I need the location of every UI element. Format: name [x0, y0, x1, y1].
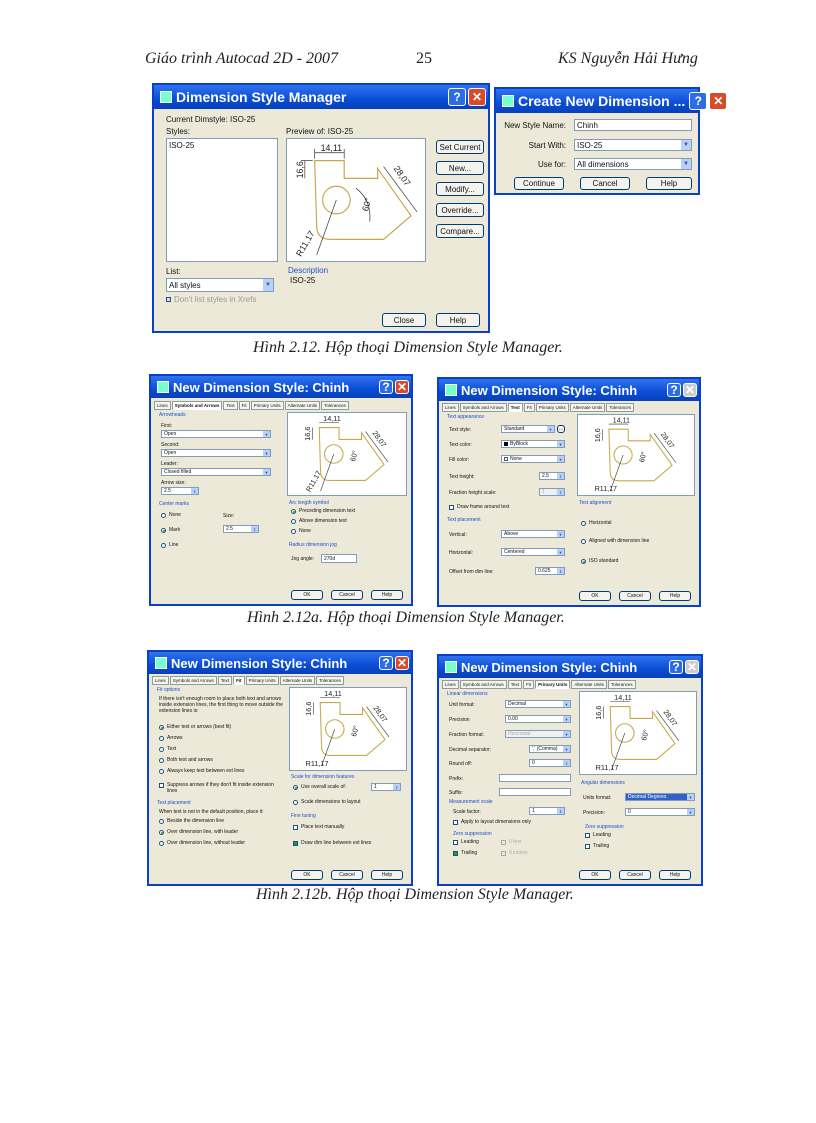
close-icon[interactable]: ✕: [396, 656, 408, 670]
use-for-label: Use for:: [537, 160, 566, 169]
help-button[interactable]: Help: [659, 870, 691, 880]
description-value: ISO-25: [290, 276, 316, 285]
leading-checkbox[interactable]: [453, 840, 458, 845]
fit-options-group: Fit options: [157, 687, 181, 693]
dim-text-slant: 28,07: [658, 430, 676, 451]
color-swatch-icon: [504, 457, 508, 461]
window-title: New Dimension Style: Chinh: [461, 659, 638, 675]
fit-always-radio[interactable]: [159, 769, 164, 774]
dim-text-width: 14,11: [614, 692, 632, 702]
close-button[interactable]: Close: [382, 313, 426, 327]
inches-label: 0 inches: [509, 850, 528, 856]
decimal-separator-label: Decimal separator:: [449, 747, 491, 753]
tab-text[interactable]: Text: [508, 680, 522, 689]
unit-format-label: Unit format:: [449, 702, 475, 708]
help-button[interactable]: Help: [371, 870, 403, 880]
leading-label: Leading: [461, 839, 479, 845]
tab-primary-units[interactable]: Primary Units: [251, 401, 284, 410]
chevron-down-icon: ▼: [264, 469, 269, 475]
preview-label: Preview of: ISO-25: [286, 127, 354, 136]
second-label: Second:: [161, 442, 180, 448]
round-off-label: Round off:: [449, 761, 472, 767]
angular-zero-suppression-group: Zero suppression: [585, 824, 624, 830]
tab-symbols-and-arrows[interactable]: Symbols and Arrows: [170, 676, 217, 685]
help-icon[interactable]: ?: [379, 656, 393, 670]
inches-checkbox[interactable]: [501, 851, 506, 856]
angular-trailing-checkbox[interactable]: [585, 844, 590, 849]
window-title: New Dimension Style: Chinh: [173, 379, 350, 395]
dont-list-label: Don't list styles in Xrefs: [174, 295, 257, 304]
app-icon: [155, 657, 167, 669]
align-horizontal-radio[interactable]: [581, 521, 586, 526]
trailing-checkbox[interactable]: [453, 851, 458, 856]
fit-arrows-radio[interactable]: [159, 736, 164, 741]
cancel-button[interactable]: Cancel: [619, 870, 651, 880]
use-for-dropdown[interactable]: All dimensions ▼: [574, 158, 692, 170]
list-item[interactable]: ISO-25: [169, 141, 195, 150]
caption-2-12b: Hình 2.12b. Hộp thoại Dimension Style Manager.: [256, 886, 574, 903]
title-bar: [149, 652, 411, 674]
compare-button[interactable]: Compare...: [436, 224, 484, 238]
fraction-format-label: Fraction format:: [449, 732, 485, 738]
place-over-noleader-label: Over dimension line, without leader: [167, 840, 246, 846]
cancel-button[interactable]: Cancel: [331, 870, 363, 880]
dimension-preview: [288, 413, 406, 495]
chevron-down-icon: ▼: [558, 456, 563, 462]
continue-button[interactable]: Continue: [514, 177, 564, 190]
draw-dim-line-checkbox[interactable]: [293, 841, 298, 846]
chevron-down-icon: ▼: [558, 549, 563, 555]
dimension-style-manager-window: [152, 83, 490, 333]
apply-layout-label: Apply to layout dimensions only: [461, 819, 532, 825]
tab-fit[interactable]: Fit: [233, 676, 245, 685]
fit-either-label: Either text or arrows (best fit): [167, 724, 232, 730]
close-icon[interactable]: ✕: [468, 88, 486, 106]
angular-units-dropdown[interactable]: Decimal Degrees ▼: [625, 793, 695, 801]
line-radio[interactable]: [161, 543, 166, 548]
dim-text-height: 16,6: [294, 161, 305, 179]
mark-radio[interactable]: [161, 528, 166, 533]
align-aligned-label: Aligned with dimension line: [589, 538, 650, 544]
tab-tolerances[interactable]: Tolerances: [321, 401, 349, 410]
help-icon[interactable]: ?: [669, 660, 683, 674]
dim-text-slant: 28,07: [661, 707, 680, 728]
fit-always-label: Always keep text between ext lines: [167, 768, 245, 774]
feet-label: 0 feet: [509, 839, 522, 845]
new-style-name-label: New Style Name:: [504, 121, 566, 130]
spinner-icon: ⇕: [558, 473, 563, 479]
dim-text-height: 16,6: [302, 426, 312, 441]
text-style-dropdown[interactable]: Standard ▼: [501, 425, 555, 433]
ok-button[interactable]: OK: [579, 870, 611, 880]
unit-format-dropdown[interactable]: Decimal ▼: [505, 700, 571, 708]
spinner-icon: ⇕: [558, 489, 563, 495]
scale-layout-label: Scale dimensions to layout: [301, 799, 361, 805]
fraction-format-dropdown[interactable]: Horizontal ▼: [505, 730, 571, 738]
window-title: Dimension Style Manager: [176, 89, 347, 105]
apply-layout-checkbox[interactable]: [453, 820, 458, 825]
tab-text[interactable]: Text: [218, 676, 232, 685]
dim-text-height: 16,6: [593, 428, 602, 443]
app-icon: [502, 95, 514, 107]
fine-tuning-group: Fine tuning: [291, 813, 316, 819]
spinner-icon: ⇕: [192, 488, 197, 494]
new-dimension-style-fit-window: [147, 650, 413, 886]
title-bar: [151, 376, 411, 398]
overall-scale-radio[interactable]: [293, 785, 298, 790]
dimension-preview: [290, 688, 406, 770]
caption-2-12: Hình 2.12. Hộp thoại Dimension Style Manager.: [253, 339, 563, 356]
place-beside-label: Beside the dimension line: [167, 818, 224, 824]
tab-primary-units[interactable]: Primary Units: [246, 676, 279, 685]
angular-trailing-label: Trailing: [593, 843, 610, 849]
dim-text-width: 14,11: [320, 142, 343, 153]
modify-button[interactable]: Modify...: [436, 182, 484, 196]
tab-fit[interactable]: Fit: [523, 680, 534, 689]
window-title: Create New Dimension ...: [518, 93, 686, 109]
cancel-button[interactable]: Cancel: [619, 591, 651, 601]
cancel-button[interactable]: Cancel: [580, 177, 630, 190]
tab-fit[interactable]: Fit: [239, 401, 250, 410]
dim-text-height: 16,6: [593, 705, 603, 720]
spinner-icon: ⇕: [564, 760, 569, 766]
fit-either-radio[interactable]: [159, 725, 164, 730]
suffix-label: Suffix:: [449, 790, 463, 796]
arc-length-group: Arc length symbol: [289, 500, 329, 506]
angular-dimensions-group: Angular dimensions: [581, 780, 625, 786]
ok-button[interactable]: OK: [291, 870, 323, 880]
scale-factor-input[interactable]: 1 ⇕: [529, 807, 565, 815]
dim-text-angle: 60°: [639, 728, 651, 742]
color-swatch-icon: [504, 442, 508, 446]
dim-text-width: 14,11: [612, 416, 630, 425]
app-icon: [160, 91, 172, 103]
chevron-down-icon: ▼: [264, 450, 269, 456]
arc-preceding-label: Preceding dimension text: [299, 508, 356, 514]
angular-leading-checkbox[interactable]: [585, 833, 590, 838]
list-label: List:: [166, 267, 181, 276]
tab-lines[interactable]: Lines: [442, 403, 459, 412]
size-label: Size:: [223, 513, 235, 519]
prefix-label: Prefix:: [449, 776, 464, 782]
tab-alternate-units[interactable]: Alternate Units: [280, 676, 316, 685]
align-iso-radio[interactable]: [581, 559, 586, 564]
tab-symbols-and-arrows[interactable]: Symbols and Arrows: [460, 680, 507, 689]
horizontal-dropdown[interactable]: Centered ▼: [501, 548, 565, 556]
tab-symbols-and-arrows[interactable]: Symbols and Arrows: [172, 401, 223, 410]
dim-text-slant: 28,07: [391, 163, 413, 188]
angular-precision-dropdown[interactable]: 0 ▼: [625, 808, 695, 816]
tab-alternate-units[interactable]: Alternate Units: [285, 401, 321, 410]
page-number: 25: [416, 50, 432, 67]
chevron-down-icon: ▼: [564, 716, 569, 722]
help-button[interactable]: Help: [371, 590, 403, 600]
fit-text-radio[interactable]: [159, 747, 164, 752]
new-dimension-style-primary-units-window: [437, 654, 703, 886]
suppress-arrows-label: Suppress arrows if they don't fit inside extension lines: [167, 782, 274, 794]
jog-angle-input[interactable]: 270d: [321, 554, 357, 563]
set-current-button[interactable]: Set Current: [436, 140, 484, 154]
radius-jog-group: Radius dimension jog: [289, 542, 337, 548]
help-button[interactable]: Help: [436, 313, 480, 327]
align-aligned-radio[interactable]: [581, 539, 586, 544]
first-label: First:: [161, 423, 173, 429]
spinner-icon: ⇕: [252, 526, 257, 532]
tab-fit[interactable]: Fit: [524, 403, 535, 412]
dim-text-height: 16,6: [303, 701, 313, 716]
trailing-label: Trailing: [461, 850, 478, 856]
scale-group: Scale for dimension features: [291, 774, 355, 780]
new-button[interactable]: New...: [436, 161, 484, 175]
styles-label: Styles:: [166, 127, 191, 136]
dim-text-angle: 60°: [349, 724, 361, 738]
fraction-scale-label: Fraction height scale:: [449, 490, 497, 496]
window-title: New Dimension Style: Chinh: [171, 655, 348, 671]
text-style-label: Text style:: [449, 427, 472, 433]
spinner-icon: ⇕: [558, 568, 563, 574]
text-height-input[interactable]: 2.5 ⇕: [539, 472, 565, 480]
place-manually-label: Place text manually: [301, 824, 345, 830]
vertical-dropdown[interactable]: Above ▼: [501, 530, 565, 538]
close-icon[interactable]: ✕: [686, 660, 698, 674]
new-dimension-style-symbols-window: [149, 374, 413, 606]
angular-precision-label: Precision:: [583, 810, 605, 816]
overall-scale-label: Use overall scale of:: [301, 784, 347, 790]
help-icon[interactable]: ?: [448, 88, 466, 106]
dont-list-checkbox[interactable]: [166, 297, 171, 302]
ok-button[interactable]: OK: [579, 591, 611, 601]
none-radio[interactable]: [161, 513, 166, 518]
text-style-browse-button[interactable]: …: [558, 426, 564, 432]
dimension-preview: [578, 415, 694, 495]
help-icon[interactable]: ?: [689, 92, 707, 110]
arc-above-label: Above dimension text: [299, 518, 347, 524]
tab-primary-units[interactable]: Primary Units: [536, 403, 569, 412]
align-iso-label: ISO standard: [589, 558, 619, 564]
angular-units-label: Units format:: [583, 795, 612, 801]
tab-lines[interactable]: Lines: [154, 401, 171, 410]
arrowheads-group: Arrowheads: [159, 412, 186, 418]
place-beside-radio[interactable]: [159, 819, 164, 824]
place-over-leader-label: Over dimension line, with leader: [167, 829, 239, 835]
text-placement-group: Text placement: [157, 800, 191, 806]
fraction-scale-input[interactable]: 1 ⇕: [539, 488, 565, 496]
preview-pane: [287, 412, 407, 496]
close-icon[interactable]: ✕: [709, 92, 727, 110]
preview-pane: [289, 687, 407, 771]
cancel-button[interactable]: Cancel: [331, 590, 363, 600]
description-label: Description: [288, 266, 329, 275]
text-color-dropdown[interactable]: ByBlock ▼: [501, 440, 565, 448]
tab-tolerances[interactable]: Tolerances: [606, 403, 634, 412]
preview-pane: [579, 691, 697, 775]
draw-frame-label: Draw frame around text: [457, 504, 510, 510]
preview-pane: [286, 138, 426, 262]
header-left: Giáo trình Autocad 2D - 2007: [145, 50, 339, 67]
tab-symbols-and-arrows[interactable]: Symbols and Arrows: [460, 403, 507, 412]
new-style-name-input[interactable]: Chinh: [574, 119, 692, 131]
tab-tolerances[interactable]: Tolerances: [608, 680, 636, 689]
fill-color-label: Fill color:: [449, 457, 470, 463]
tab-primary-units[interactable]: Primary Units: [535, 680, 570, 689]
measurement-scale-group: Measurement scale: [449, 799, 493, 805]
chevron-down-icon: ▼: [681, 159, 691, 169]
app-icon: [445, 384, 457, 396]
leader-dropdown[interactable]: Closed filled ▼: [161, 468, 271, 476]
suppress-arrows-checkbox[interactable]: [159, 783, 164, 788]
help-icon[interactable]: ?: [379, 380, 393, 394]
precision-label: Precision: [449, 717, 470, 723]
text-alignment-group: Text alignment: [579, 500, 612, 506]
spinner-icon: ⇕: [558, 808, 563, 814]
new-dimension-style-text-window: [437, 377, 701, 607]
chevron-down-icon: ▼: [688, 794, 693, 800]
create-new-dimension-style-window: [494, 87, 724, 195]
jog-angle-label: Jog angle:: [291, 556, 315, 562]
dim-text-radius: R11,17: [293, 228, 317, 259]
text-placement-group: Text placement: [447, 517, 481, 523]
fill-color-dropdown[interactable]: None ▼: [501, 455, 565, 463]
arc-none-label: None: [299, 528, 311, 534]
chevron-down-icon: ▼: [688, 809, 693, 815]
caption-2-12a: Hình 2.12a. Hộp thoại Dimension Style Manager.: [247, 609, 565, 626]
tab-lines[interactable]: Lines: [442, 680, 459, 689]
fit-text-label: Text: [167, 746, 177, 752]
help-button[interactable]: Help: [659, 591, 691, 601]
fit-both-radio[interactable]: [159, 758, 164, 763]
place-manually-checkbox[interactable]: [293, 825, 298, 830]
override-button[interactable]: Override...: [436, 203, 484, 217]
start-with-dropdown[interactable]: ISO-25 ▼: [574, 139, 692, 151]
offset-label: Offset from dim line:: [449, 569, 494, 575]
angular-leading-label: Leading: [593, 832, 611, 838]
feet-checkbox[interactable]: [501, 840, 506, 845]
arrow-size-input[interactable]: 2.5 ⇕: [161, 487, 199, 495]
app-icon: [445, 661, 457, 673]
dim-text-radius: R11,17: [594, 485, 618, 494]
styles-list[interactable]: [166, 138, 278, 262]
align-horizontal-label: Horizontal: [589, 520, 612, 526]
horizontal-label: Horizontal:: [449, 550, 473, 556]
arc-above-radio[interactable]: [291, 519, 296, 524]
overall-scale-input[interactable]: 1 ⇕: [371, 783, 401, 791]
arc-none-radio[interactable]: [291, 529, 296, 534]
help-button[interactable]: Help: [646, 177, 692, 190]
dimension-preview: [287, 139, 425, 261]
dimension-preview: [580, 692, 696, 774]
suffix-input[interactable]: [499, 788, 571, 796]
title-bar: [439, 656, 701, 678]
linear-dimensions-group: Linear dimensions: [447, 691, 488, 697]
draw-dim-line-label: Draw dim line between ext lines: [301, 840, 372, 846]
title-bar: [154, 85, 488, 109]
app-icon: [157, 381, 169, 393]
chevron-down-icon: ▼: [548, 426, 553, 432]
tab-tolerances[interactable]: Tolerances: [316, 676, 344, 685]
offset-input[interactable]: 0.625 ⇕: [535, 567, 565, 575]
decimal-separator-dropdown[interactable]: ',' (Comma) ▼: [529, 745, 571, 753]
line-label: Line: [169, 542, 179, 548]
text-color-label: Text color:: [449, 442, 472, 448]
chevron-down-icon: ▼: [681, 140, 691, 150]
close-icon[interactable]: ✕: [684, 383, 696, 397]
prefix-input[interactable]: [499, 774, 571, 782]
mark-label: Mark: [169, 527, 181, 533]
zero-suppression-group: Zero suppression: [453, 831, 492, 837]
close-icon[interactable]: ✕: [396, 380, 408, 394]
vertical-label: Vertical:: [449, 532, 467, 538]
tab-alternate-units[interactable]: Alternate Units: [570, 403, 606, 412]
second-arrow-dropdown[interactable]: Open ▼: [161, 449, 271, 457]
draw-frame-checkbox[interactable]: [449, 505, 454, 510]
spinner-icon: ⇕: [394, 784, 399, 790]
dim-text-angle: 60°: [360, 196, 374, 213]
dim-text-radius: R11,17: [303, 469, 324, 494]
chevron-down-icon: ▼: [564, 731, 569, 737]
first-arrow-dropdown[interactable]: Open ▼: [161, 430, 271, 438]
chevron-down-icon: ▼: [558, 531, 563, 537]
tab-text[interactable]: Text: [508, 403, 523, 412]
leader-label: Leader:: [161, 461, 178, 467]
text-placement-description: When text is not in the default position, place it:: [159, 809, 264, 815]
center-size-input[interactable]: 2.5 ⇕: [223, 525, 259, 533]
dim-text-slant: 28,07: [370, 428, 389, 449]
fit-both-label: Both text and arrows: [167, 757, 213, 763]
fit-arrows-label: Arrows: [167, 735, 183, 741]
dim-text-angle: 60°: [348, 449, 360, 463]
dim-text-radius: R11,17: [305, 759, 329, 769]
chevron-down-icon: ▼: [564, 701, 569, 707]
help-icon[interactable]: ?: [667, 383, 681, 397]
place-over-noleader-radio[interactable]: [159, 841, 164, 846]
text-appearance-group: Text appearance: [447, 414, 484, 420]
precision-dropdown[interactable]: 0.00 ▼: [505, 715, 571, 723]
fit-options-description: If there isn't enough room to place both text and arrows inside extension lines, the first thing to move outside the extension lines is:: [159, 696, 283, 714]
arc-preceding-radio[interactable]: [291, 509, 296, 514]
scale-factor-label: Scale factor:: [453, 809, 481, 815]
ok-button[interactable]: OK: [291, 590, 323, 600]
place-over-leader-radio[interactable]: [159, 830, 164, 835]
current-dimstyle: Current Dimstyle: ISO-25: [166, 115, 256, 124]
tab-alternate-units[interactable]: Alternate Units: [571, 680, 607, 689]
chevron-down-icon: ▼: [564, 746, 569, 752]
chevron-down-icon: ▼: [558, 441, 563, 447]
text-height-label: Text height:: [449, 474, 475, 480]
preview-pane: [577, 414, 695, 496]
title-bar: [439, 379, 699, 401]
dim-text-slant: 28,07: [371, 703, 390, 724]
center-marks-group: Center marks: [159, 501, 190, 507]
dim-text-width: 14,11: [324, 688, 342, 698]
dim-text-angle: 60°: [637, 450, 649, 464]
start-with-label: Start With:: [528, 141, 566, 150]
title-bar: [496, 89, 724, 113]
tab-lines[interactable]: Lines: [152, 676, 169, 685]
header-right: KS Nguyễn Hải Hưng: [558, 50, 698, 67]
dim-text-radius: R11,17: [595, 763, 619, 773]
none-label: None: [169, 512, 181, 518]
chevron-down-icon: ▼: [263, 279, 273, 291]
scale-layout-radio[interactable]: [293, 800, 298, 805]
tab-text[interactable]: Text: [223, 401, 237, 410]
window-title: New Dimension Style: Chinh: [461, 382, 638, 398]
dim-text-width: 14,11: [323, 413, 341, 423]
list-dropdown[interactable]: All styles ▼: [166, 278, 274, 292]
arrow-size-label: Arrow size:: [161, 480, 186, 486]
chevron-down-icon: ▼: [264, 431, 269, 437]
round-off-input[interactable]: 0 ⇕: [529, 759, 571, 767]
